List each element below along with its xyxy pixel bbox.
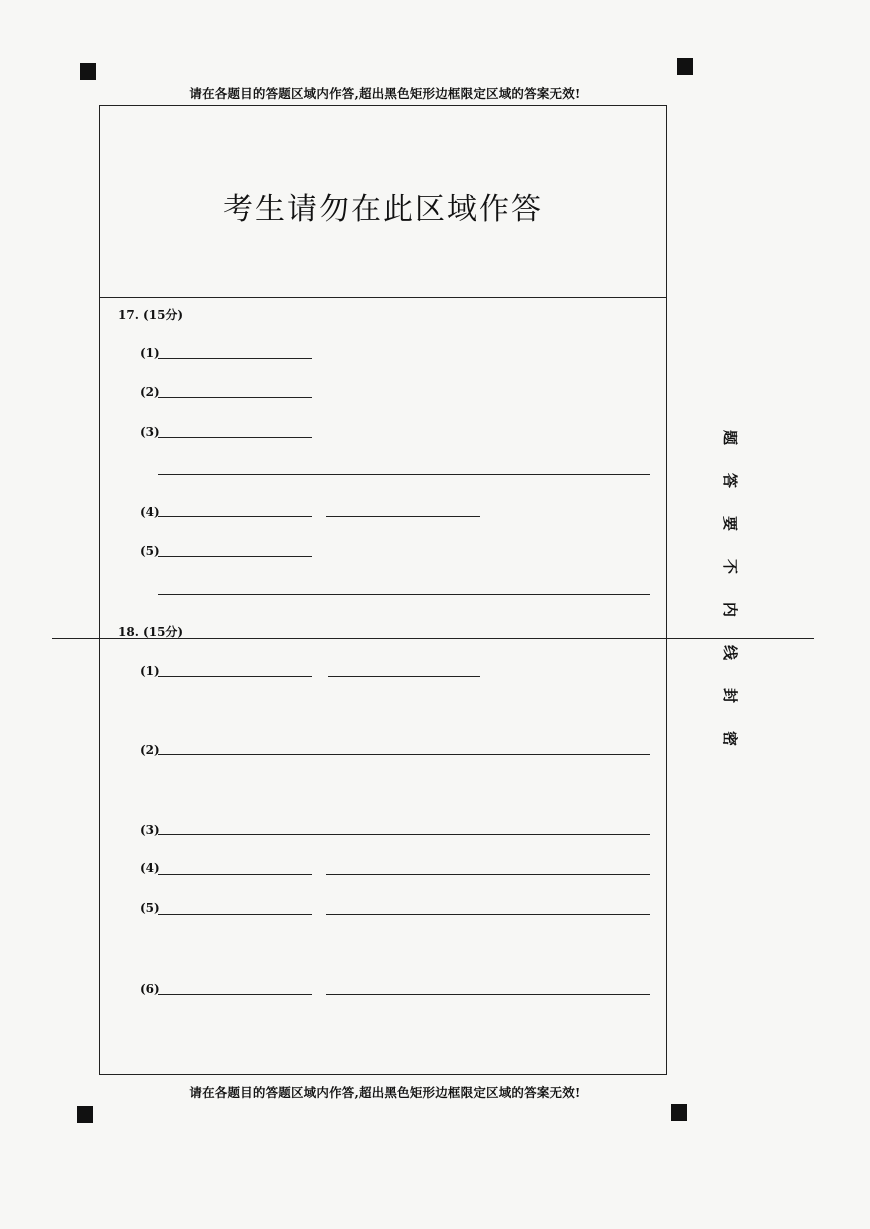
q17-item-3-blank-line-2[interactable] — [158, 474, 650, 475]
q18-item-3-blank[interactable] — [158, 834, 650, 835]
seal-char-8: 密 — [721, 730, 740, 747]
q18-item-2-blank[interactable] — [158, 754, 650, 755]
q17-item-4-blank-1[interactable] — [158, 516, 312, 517]
q18-item-2-label: (2) — [140, 743, 160, 757]
q17-item-3-blank[interactable] — [158, 437, 312, 438]
seal-char-7: 封 — [721, 687, 740, 704]
seal-char-5: 内 — [721, 601, 740, 618]
q17-item-2-label: (2) — [140, 385, 160, 399]
registration-mark-bottom-right — [671, 1104, 687, 1121]
q17-item-3-label: (3) — [140, 425, 160, 439]
q18-item-4-label: (4) — [140, 861, 160, 875]
reserved-area-text: 考生请勿在此区域作答 — [223, 192, 543, 227]
answer-frame — [99, 105, 667, 1075]
q17-item-4-label: (4) — [140, 505, 160, 519]
q18-item-1-blank-2[interactable] — [328, 676, 480, 677]
answer-area-notice-top: 请在各题目的答题区域内作答,超出黑色矩形边框限定区域的答案无效! — [189, 86, 581, 101]
q18-item-5-label: (5) — [140, 901, 160, 915]
seal-char-6: 线 — [721, 644, 740, 661]
answer-area-notice-bottom: 请在各题目的答题区域内作答,超出黑色矩形边框限定区域的答案无效! — [189, 1085, 581, 1100]
seal-char-2: 答 — [721, 472, 740, 489]
q18-item-1-label: (1) — [140, 664, 160, 678]
q18-item-4-blank-1[interactable] — [158, 874, 312, 875]
q17-item-4-blank-2[interactable] — [326, 516, 480, 517]
q18-item-6-label: (6) — [140, 982, 160, 996]
registration-mark-top-left — [80, 63, 96, 80]
q18-item-1-blank-1[interactable] — [158, 676, 312, 677]
seal-line — [52, 638, 814, 639]
q17-item-5-label: (5) — [140, 544, 160, 558]
question-18-header: 18. (15分) — [118, 625, 184, 639]
q18-item-5-blank-1[interactable] — [158, 914, 312, 915]
q17-item-2-blank[interactable] — [158, 397, 312, 398]
seal-char-4: 不 — [721, 558, 740, 575]
question-17-header: 17. (15分) — [118, 308, 184, 322]
registration-mark-bottom-left — [77, 1106, 93, 1123]
q18-item-3-label: (3) — [140, 823, 160, 837]
q18-item-4-blank-2[interactable] — [326, 874, 650, 875]
reserved-area — [100, 106, 666, 298]
seal-char-1: 题 — [721, 429, 740, 446]
q17-item-5-blank[interactable] — [158, 556, 312, 557]
q17-item-1-label: (1) — [140, 346, 160, 360]
registration-mark-top-right — [677, 58, 693, 75]
seal-line-warning — [721, 429, 744, 774]
q18-item-6-blank-1[interactable] — [158, 994, 312, 995]
q18-item-5-blank-2[interactable] — [326, 914, 650, 915]
q17-item-1-blank[interactable] — [158, 358, 312, 359]
q18-item-6-blank-2[interactable] — [326, 994, 650, 995]
seal-char-3: 要 — [721, 515, 740, 532]
q17-item-5-blank-line-2[interactable] — [158, 594, 650, 595]
